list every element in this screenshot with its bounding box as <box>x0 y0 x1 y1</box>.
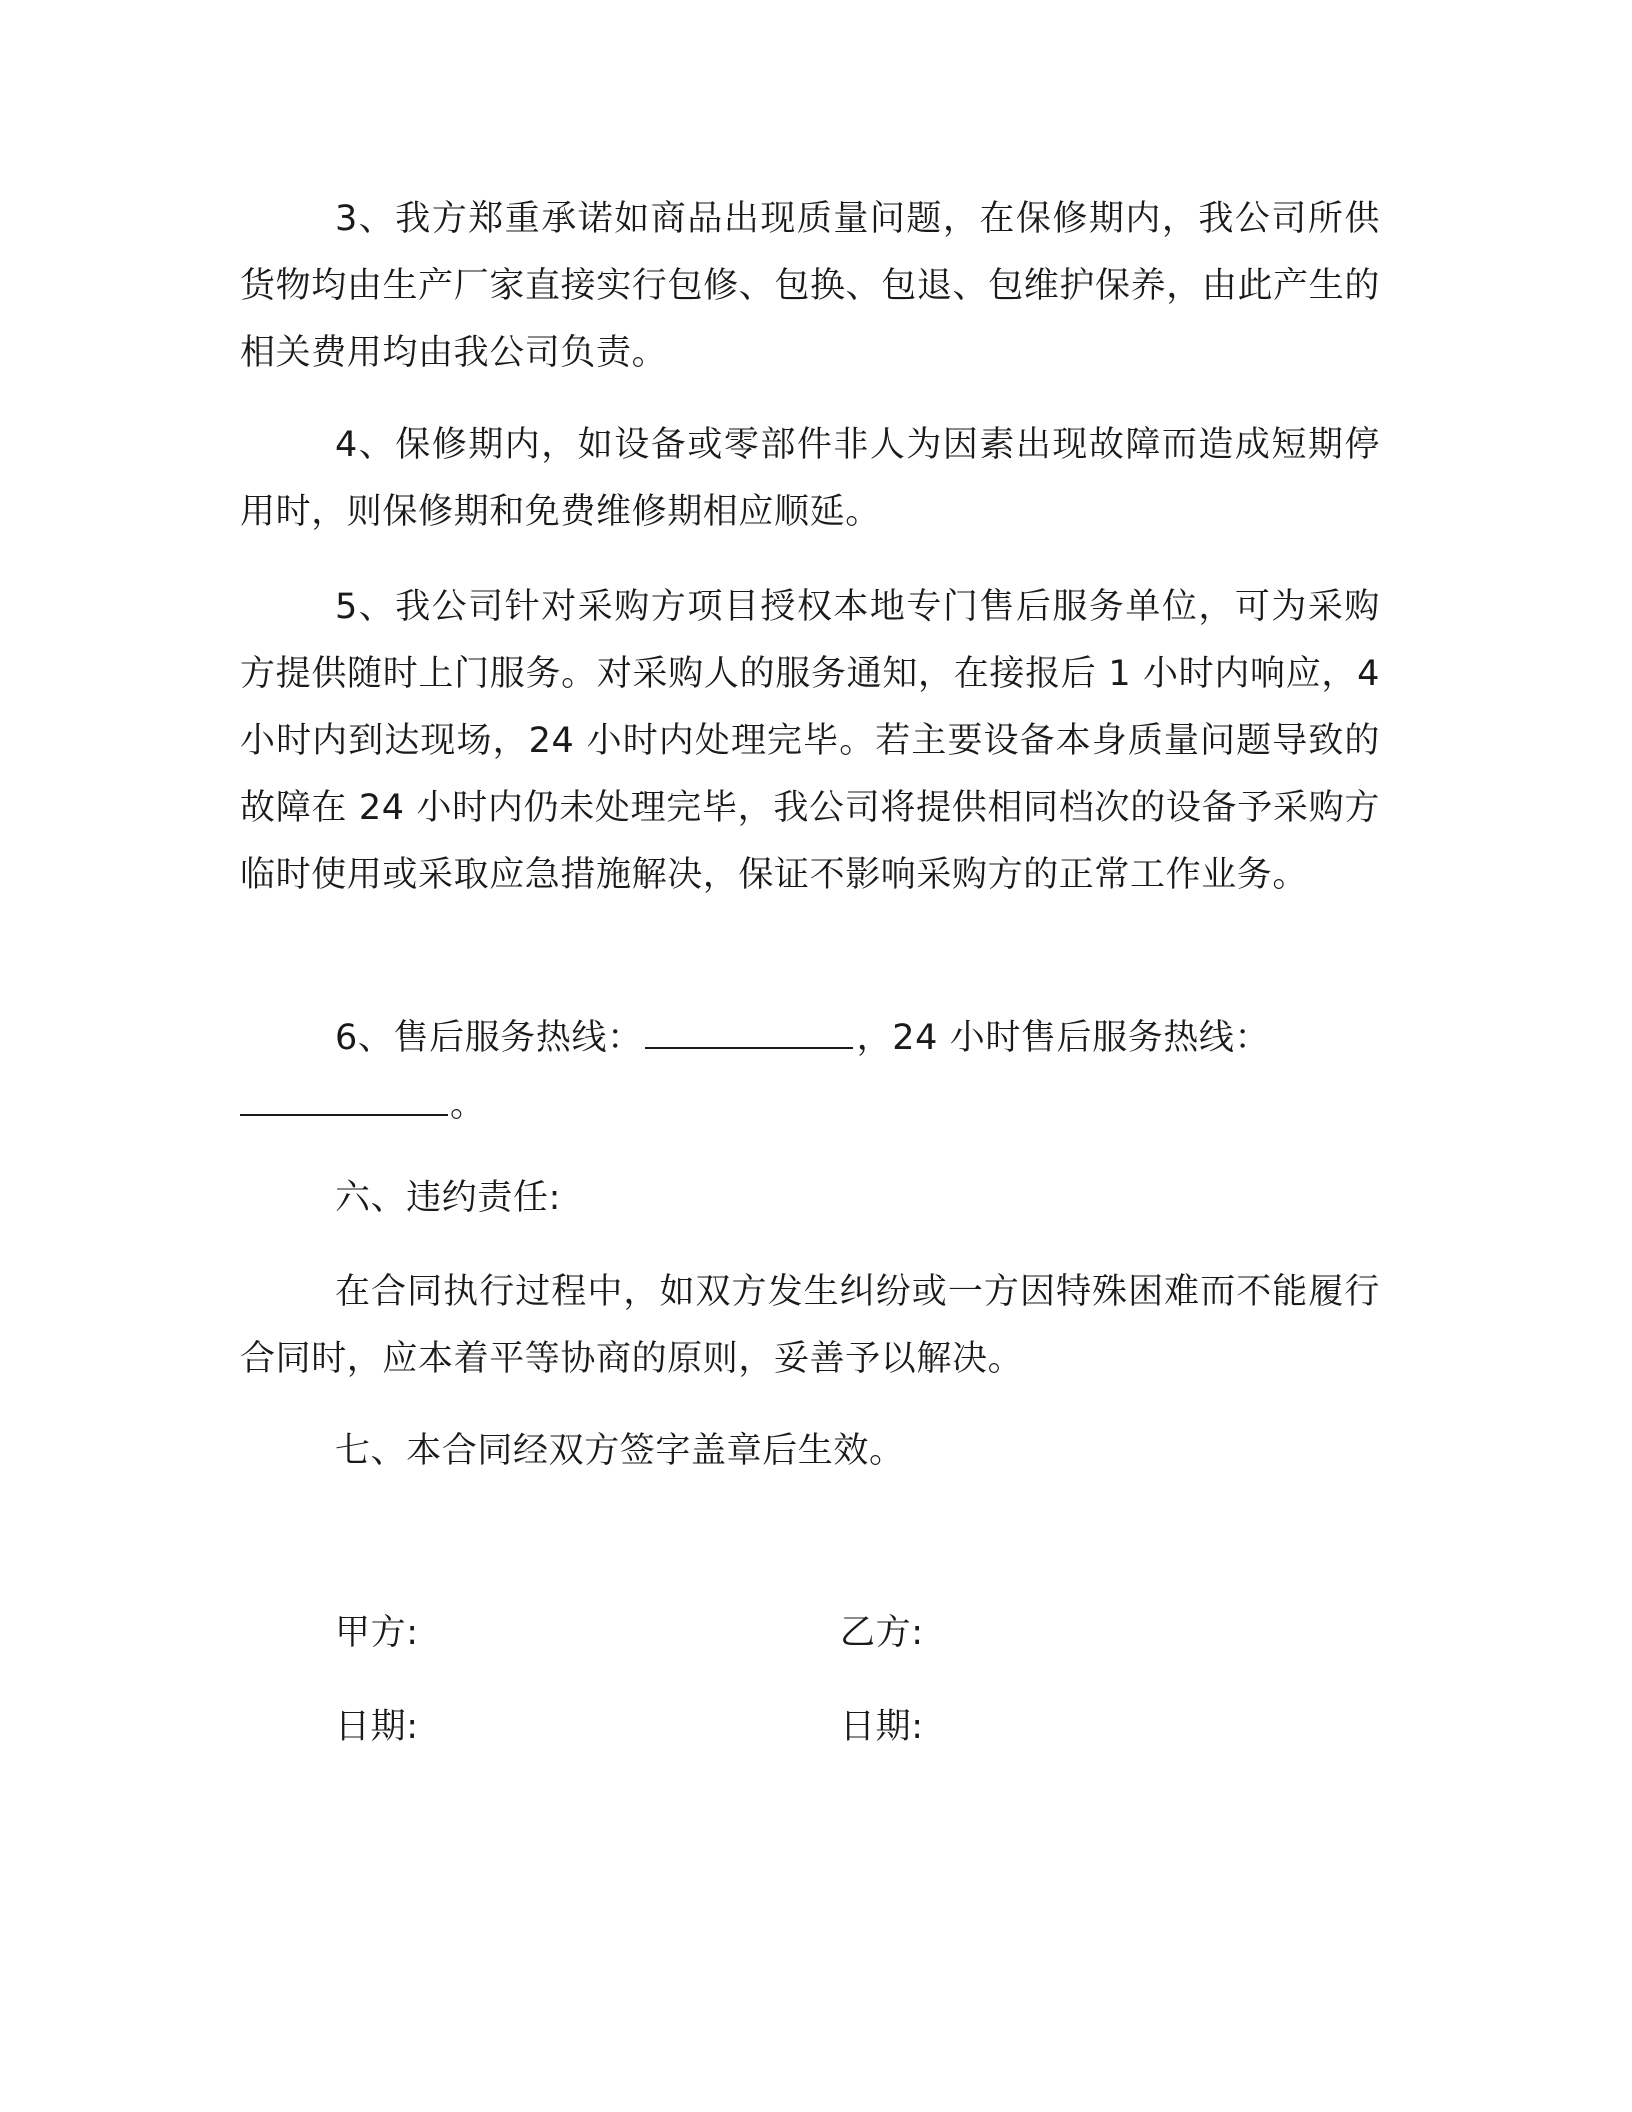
breach-liability-heading: 六、违约责任: <box>335 1178 561 1218</box>
contract-effect-paragraph: 七、本合同经双方签字盖章后生效。 <box>335 1431 905 1471</box>
hotline-label: 6、售后服务热线： <box>335 1018 643 1058</box>
clause-5-paragraph: 5、我公司针对采购方项目授权本地专门售后服务单位，可为采购方提供随时上门服务。对采购人的服务通知，在接报后 1 小时内响应，4 小时内到达现场，24 小时内处理完毕。若主要设备本身质量问题导致的故障在 24 小时内仍未处理完毕，我公司将提供相同档次的设备予采购方临时使用或采取应急措施解决，保证不影响采购方的正常工作业务。 <box>240 587 1380 895</box>
hotline-24h-blank <box>240 1088 448 1116</box>
party-a-date-label: 日期: <box>335 1707 419 1747</box>
clause-3-paragraph: 3、我方郑重承诺如商品出现质量问题，在保修期内，我公司所供货物均由生产厂家直接实行包修、包换、包退、包维护保养，由此产生的相关费用均由我公司负责。 <box>240 199 1380 373</box>
breach-liability-paragraph: 在合同执行过程中，如双方发生纠纷或一方因特殊困难而不能履行合同时，应本着平等协商的原则，妥善予以解决。 <box>240 1272 1380 1379</box>
party-b-date-label: 日期: <box>840 1707 924 1747</box>
clause-4-paragraph: 4、保修期内，如设备或零部件非人为因素出现故障而造成短期停用时，则保修期和免费维修期相应顺延。 <box>240 425 1380 532</box>
clause-6-paragraph <box>240 1005 1380 1139</box>
hotline-24h-label: ，24 小时售后服务热线： <box>856 1018 1271 1058</box>
party-b-label: 乙方: <box>840 1613 924 1653</box>
hotline-blank <box>645 1021 853 1049</box>
party-a-label: 甲方: <box>335 1613 419 1653</box>
clause-6-end-mark: 。 <box>450 1085 486 1125</box>
